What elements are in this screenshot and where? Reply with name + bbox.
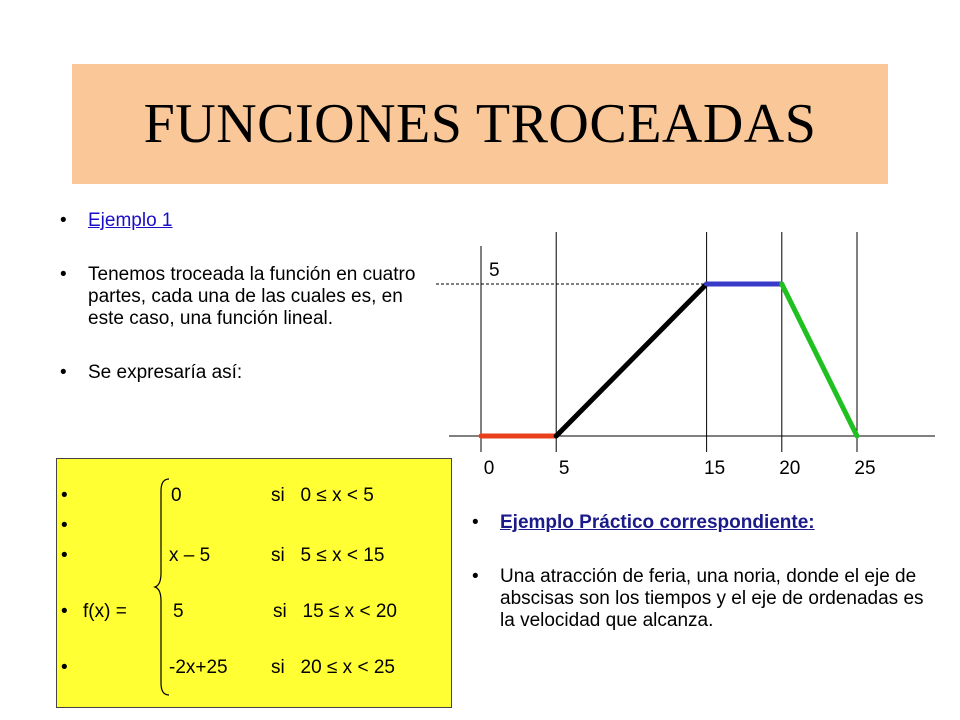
bullet-dot: •: [61, 601, 68, 622]
piece-cond-1: si 0 ≤ x < 5: [271, 485, 374, 506]
bullet-expression: [60, 362, 440, 384]
function-segment-4: [782, 284, 857, 436]
expression-intro: Se expresaría así:: [88, 362, 243, 383]
piece-cond-3: si 15 ≤ x < 20: [273, 601, 397, 622]
example-link[interactable]: Ejemplo 1: [88, 210, 173, 231]
bullet-dot: •: [61, 657, 68, 678]
function-segment-2: [556, 284, 706, 436]
y-tick-label-5: 5: [489, 260, 500, 281]
x-tick-label-5: 5: [558, 458, 570, 479]
bullet-practical: [472, 512, 932, 534]
piecewise-box: [56, 458, 452, 708]
x-tick-label-25: 25: [854, 458, 876, 479]
piece-cond-4: si 20 ≤ x < 25: [271, 657, 395, 678]
title-banner: [72, 64, 888, 184]
bullet-dot: •: [60, 362, 67, 383]
bullet-description: [60, 264, 440, 330]
function-name: f(x) =: [83, 601, 127, 622]
piece-expr-1: 0: [171, 485, 182, 506]
piece-expr-4: -2x+25: [169, 657, 228, 678]
piece-cond-2: si 5 ≤ x < 15: [271, 545, 385, 566]
bullet-practical-text: [472, 566, 932, 632]
practical-text: Una atracción de feria, una noria, donde el eje de abscisas son los tiempos y el eje de ordenadas es la velocidad que alcanza.: [500, 566, 924, 631]
left-column: [60, 210, 440, 384]
description-text: Tenemos troceada la función en cuatro partes, cada una de las cuales es, en este caso, una función lineal.: [88, 264, 416, 329]
bullet-dot: •: [61, 485, 68, 506]
page-title: FUNCIONES TROCEADAS: [143, 93, 817, 155]
bullet-dot: •: [61, 545, 68, 566]
bullet-dot: •: [472, 566, 479, 587]
piece-expr-2: x – 5: [169, 545, 211, 566]
x-tick-label-0: 0: [483, 458, 495, 479]
right-column: [472, 512, 932, 632]
bullet-dot: •: [61, 515, 68, 536]
bullet-dot: •: [472, 512, 479, 533]
bullet-dot: •: [60, 210, 67, 231]
bullet-example: [60, 210, 440, 232]
bullet-dot: •: [60, 264, 67, 285]
piece-expr-3: 5: [173, 601, 184, 622]
practical-example-link[interactable]: Ejemplo Práctico correspondiente:: [500, 512, 815, 533]
x-tick-label-20: 20: [779, 458, 801, 479]
x-tick-label-15: 15: [704, 458, 726, 479]
